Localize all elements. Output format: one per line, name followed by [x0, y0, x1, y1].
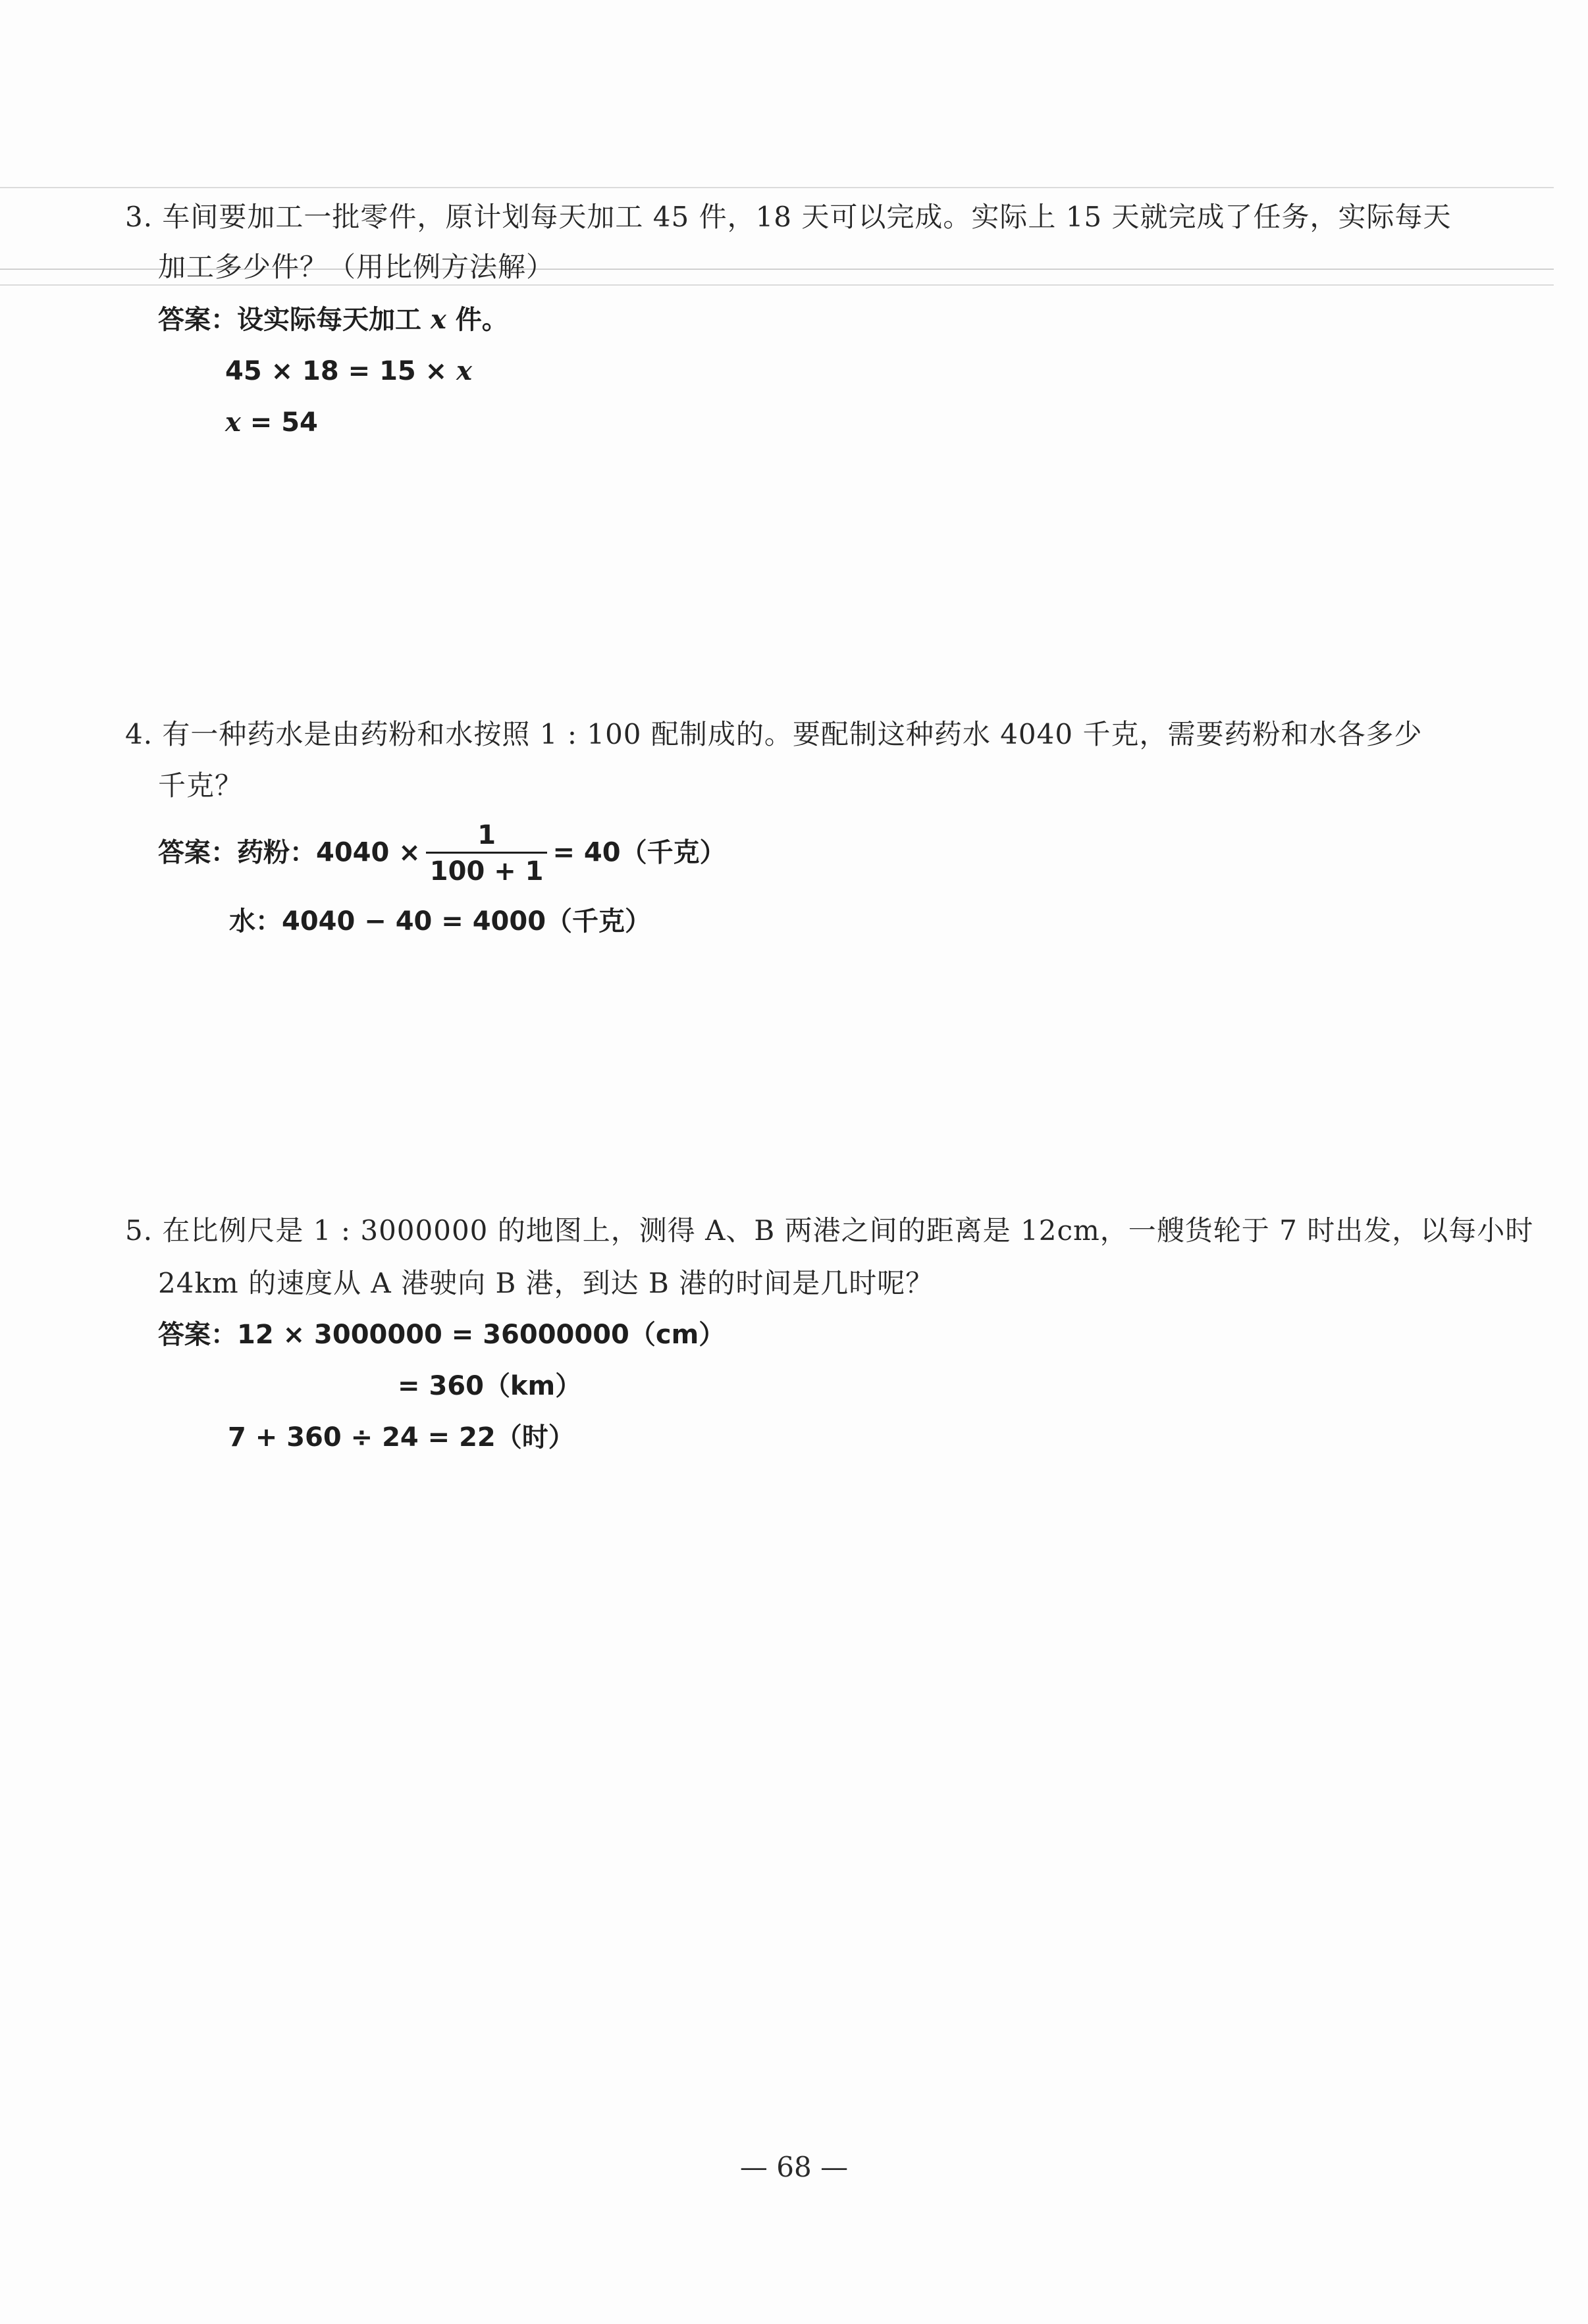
question-3-line-1: 3. 车间要加工一批零件，原计划每天加工 45 件，18 天可以完成。实际上 15 天就完成了任务，实际每天 — [125, 201, 1452, 233]
question-3-answer-intro — [158, 301, 508, 338]
fraction-denominator: 100 + 1 — [426, 852, 548, 889]
question-3-line-2: 加工多少件？（用比例方法解） — [158, 251, 555, 283]
answer-unit: 件。 — [446, 305, 508, 335]
fraction-numerator: 1 — [477, 820, 496, 850]
variable-x: x — [430, 304, 446, 335]
page-number: — 68 — — [739, 2151, 849, 2183]
fraction — [426, 819, 548, 889]
answer-label: 答案： — [158, 305, 237, 335]
question-4-answer-water: 水：4040 − 40 = 4000（千克） — [229, 906, 652, 937]
variable-x: x — [456, 355, 472, 386]
answer-intro-text: 设实际每天加工 — [237, 305, 421, 335]
equation-text: 12 × 3000000 = 36000000（cm） — [237, 1320, 726, 1350]
powder-result: = 40（千克） — [552, 837, 726, 868]
scan-line — [0, 187, 1554, 188]
question-5-line-2: 24km 的速度从 A 港驶向 B 港，到达 B 港的时间是几时呢？ — [158, 1267, 934, 1299]
question-5-line-1: 5. 在比例尺是 1 : 3000000 的地图上，测得 A、B 两港之间的距离是 12cm，一艘货轮于 7 时出发，以每小时 — [125, 1214, 1534, 1247]
answer-label: 答案： — [158, 1320, 237, 1350]
question-3-equation-1 — [225, 353, 472, 390]
answer-label: 答案： — [158, 837, 237, 868]
question-4-answer-powder — [158, 819, 726, 889]
powder-prefix: 药粉：4040 × — [237, 837, 421, 868]
equation-text: = 54 — [240, 407, 318, 438]
equation-text: 45 × 18 = 15 × — [225, 356, 457, 386]
question-4-line-2: 千克？ — [158, 769, 244, 802]
question-5-answer-equation-2: = 360（km） — [398, 1371, 582, 1401]
question-5-answer-equation-3: 7 + 360 ÷ 24 = 22（时） — [228, 1422, 575, 1453]
question-4-line-1: 4. 有一种药水是由药粉和水按照 1 : 100 配制成的。要配制这种药水 4040 千克，需要药粉和水各多少 — [125, 718, 1423, 750]
question-3-equation-2 — [225, 404, 318, 441]
question-5-answer-equation-1 — [158, 1316, 725, 1353]
variable-x: x — [225, 407, 241, 438]
